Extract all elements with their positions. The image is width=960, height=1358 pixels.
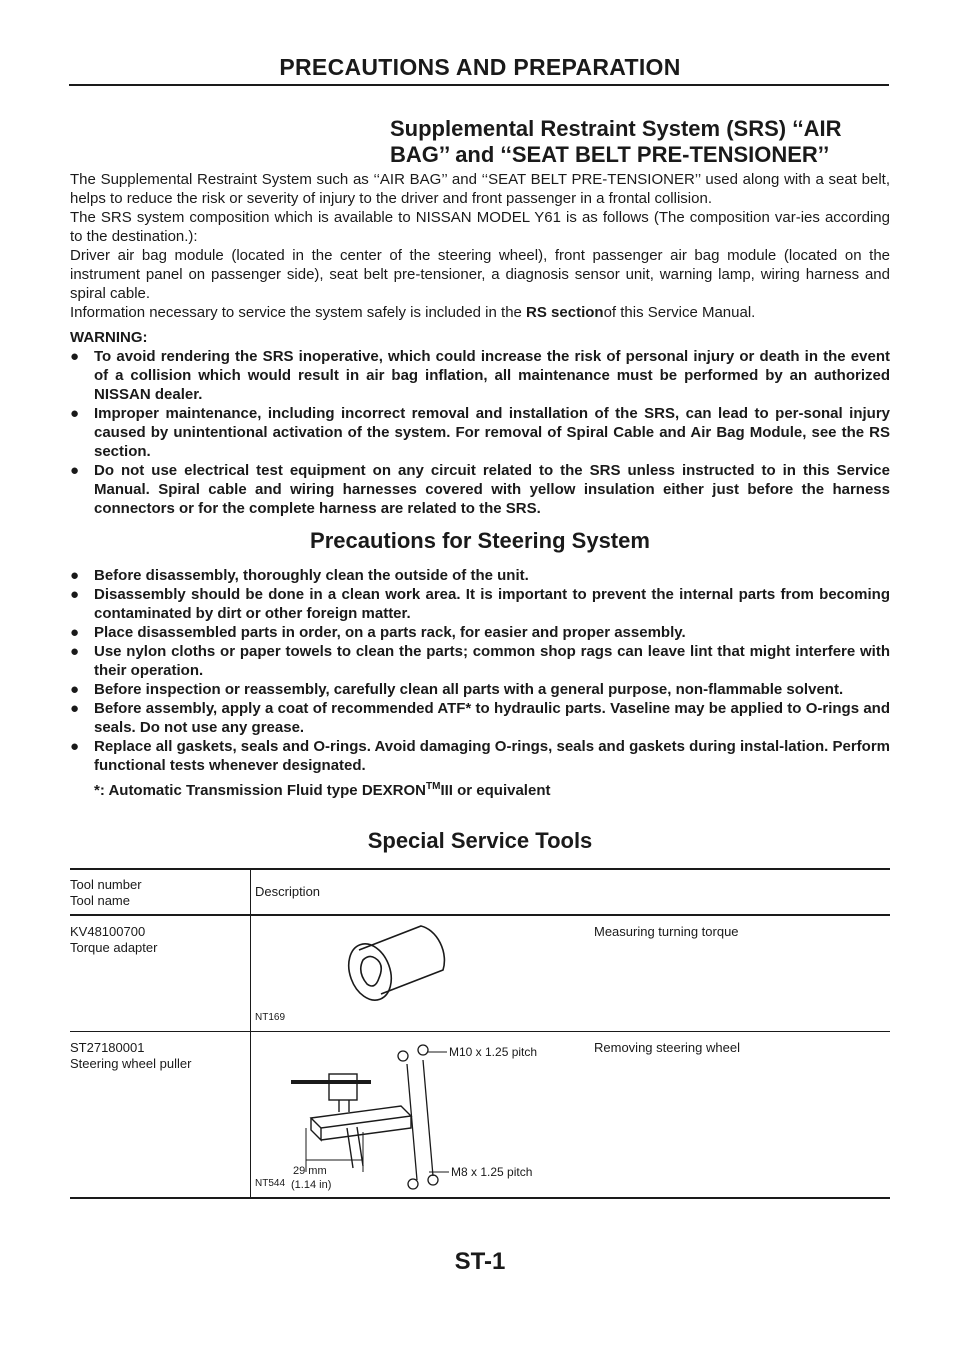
srs-para4-pre: Information necessary to service the system safely is included in the <box>70 304 527 321</box>
header-tool-name-label: Tool name <box>70 893 130 908</box>
tool-id-cell <box>70 915 251 1032</box>
warning-item <box>70 347 890 404</box>
header-description <box>251 869 891 915</box>
srs-body <box>70 170 890 518</box>
tool-number: ST27180001 <box>70 1040 145 1055</box>
header-rule <box>69 84 889 86</box>
precaution-text: Place disassembled parts in order, on a parts rack, for easier and proper assembly. <box>94 624 686 641</box>
srs-paragraph-3: Driver air bag module (located in the center of the steering wheel), front passenger air bag module (located on the instrument panel on passenger side), seat belt pre-tensioner, a diagnosis sensor unit, warning lamp, wiring harness and spiral cable. <box>70 247 890 302</box>
precaution-item <box>70 642 890 680</box>
bullet-icon: ● <box>70 405 80 422</box>
special-tools-table <box>70 868 890 1199</box>
tool-id-cell <box>70 1032 251 1199</box>
precaution-text: Before assembly, apply a coat of recommended ATF* to hydraulic parts. Vaseline may be applied to O-rings and seals. Do not use any grease. <box>94 700 890 736</box>
precaution-text: Use nylon cloths or paper towels to clean the parts; common shop rags can leave lint that might interfere with their operation. <box>94 643 890 679</box>
precaution-item <box>70 566 890 585</box>
tool-description-cell <box>594 915 890 1032</box>
srs-paragraph-4 <box>70 303 890 322</box>
warning-text: Do not use electrical test equipment on any circuit related to the SRS unless instructed to in this Service Manual. Spiral cable and wiring harnesses covered with yellow insulation either just before the harness connectors or for the complete harness are related to the SRS. <box>94 462 890 517</box>
tool-name: Torque adapter <box>70 940 158 955</box>
tool-description-cell <box>594 1032 890 1199</box>
figure-code: NT544 <box>255 1178 286 1189</box>
bullet-icon: ● <box>70 348 80 365</box>
bullet-icon: ● <box>70 624 80 641</box>
tools-section-title: Special Service Tools <box>367 828 593 853</box>
precaution-text: Disassembly should be done in a clean work area. It is important to prevent the internal parts from becoming contaminated by dirt or other foreign matter. <box>94 586 890 622</box>
warning-text: To avoid rendering the SRS inoperative, which could increase the risk of personal injury or death in the event of a collision which would result in air bag inflation, all maintenance must be performed by an authorized NISSAN dealer. <box>94 348 890 403</box>
bullet-icon: ● <box>70 700 80 717</box>
precaution-text: Before inspection or reassembly, carefully clean all parts with a general purpose, non-flammable solvent. <box>94 681 844 698</box>
trademark-mark: TM <box>426 781 441 792</box>
bullet-icon: ● <box>70 586 80 603</box>
precaution-item <box>70 737 890 775</box>
bullet-icon: ● <box>70 643 80 660</box>
precaution-item <box>70 680 890 699</box>
bullet-icon: ● <box>70 567 80 584</box>
table-header-row <box>70 869 890 915</box>
dimension-in-label: (1.14 in) <box>291 1179 332 1191</box>
tool-illustration-cell <box>251 1032 595 1199</box>
srs-para4-post: of this Service Manual. <box>603 304 756 321</box>
page-number: ST-1 <box>454 1248 506 1275</box>
bullet-icon: ● <box>70 462 80 479</box>
steering-section-title: Precautions for Steering System <box>310 528 650 553</box>
warning-item <box>70 404 890 461</box>
tool-description: Removing steering wheel <box>594 1040 740 1055</box>
torque-adapter-illustration <box>251 916 594 1028</box>
bullet-icon: ● <box>70 681 80 698</box>
table-row <box>70 915 890 1032</box>
precaution-text: Before disassembly, thoroughly clean the outside of the unit. <box>94 567 529 584</box>
warning-item <box>70 461 890 518</box>
srs-title-line2: BAG’’ and ‘‘SEAT BELT PRE-TENSIONER’’ <box>390 142 830 167</box>
tool-number: KV48100700 <box>70 924 146 939</box>
m10-label: M10 x 1.25 pitch <box>449 1045 538 1059</box>
m8-label: M8 x 1.25 pitch <box>451 1165 533 1179</box>
footnote-text: *: Automatic Transmission Fluid type DEXRON <box>94 782 426 799</box>
dimension-mm-label: 29 mm <box>293 1165 327 1177</box>
tool-description: Measuring turning torque <box>594 924 739 939</box>
warning-text: Improper maintenance, including incorrect removal and installation of the SRS, can lead to per-sonal injury caused by unintentional activation of the system. For removal of Spiral Cable and Air Bag Module, see the RS section. <box>94 405 890 460</box>
warning-label: WARNING: <box>70 329 148 346</box>
bullet-icon: ● <box>70 738 80 755</box>
srs-title-line1: Supplemental Restraint System (SRS) ‘‘AIR <box>390 116 842 141</box>
precaution-item <box>70 623 890 642</box>
srs-section-title <box>390 116 870 168</box>
table-row <box>70 1032 890 1199</box>
tool-name: Steering wheel puller <box>70 1056 192 1071</box>
footnote-suffix: III or equivalent <box>440 782 551 799</box>
precaution-item <box>70 699 890 737</box>
header-tool-number-label: Tool number <box>70 877 142 892</box>
figure-code: NT169 <box>255 1012 286 1023</box>
atf-footnote <box>70 777 890 800</box>
srs-paragraph-1: The Supplemental Restraint System such as ‘‘AIR BAG’’ and ‘‘SEAT BELT PRE-TENSIONER’’ used along with a seat belt, helps to reduce the risk or severity of injury to the driver and front passenger in a frontal collision. <box>70 171 890 207</box>
steering-wheel-puller-illustration <box>251 1032 594 1194</box>
header-tool-number <box>70 869 251 915</box>
tool-illustration-cell <box>251 915 595 1032</box>
rs-section-ref: RS section <box>526 304 604 321</box>
page-header-title: PRECAUTIONS AND PREPARATION <box>279 54 681 80</box>
steering-body <box>70 566 890 800</box>
precaution-text: Replace all gaskets, seals and O-rings. Avoid damaging O-rings, seals and gaskets during instal-lation. Perform functional tests whenever designated. <box>94 738 890 774</box>
precaution-item <box>70 585 890 623</box>
srs-paragraph-2: The SRS system composition which is available to NISSAN MODEL Y61 is as follows (The composition var-ies according to the destination.): <box>70 209 890 245</box>
header-description-label: Description <box>255 884 321 899</box>
